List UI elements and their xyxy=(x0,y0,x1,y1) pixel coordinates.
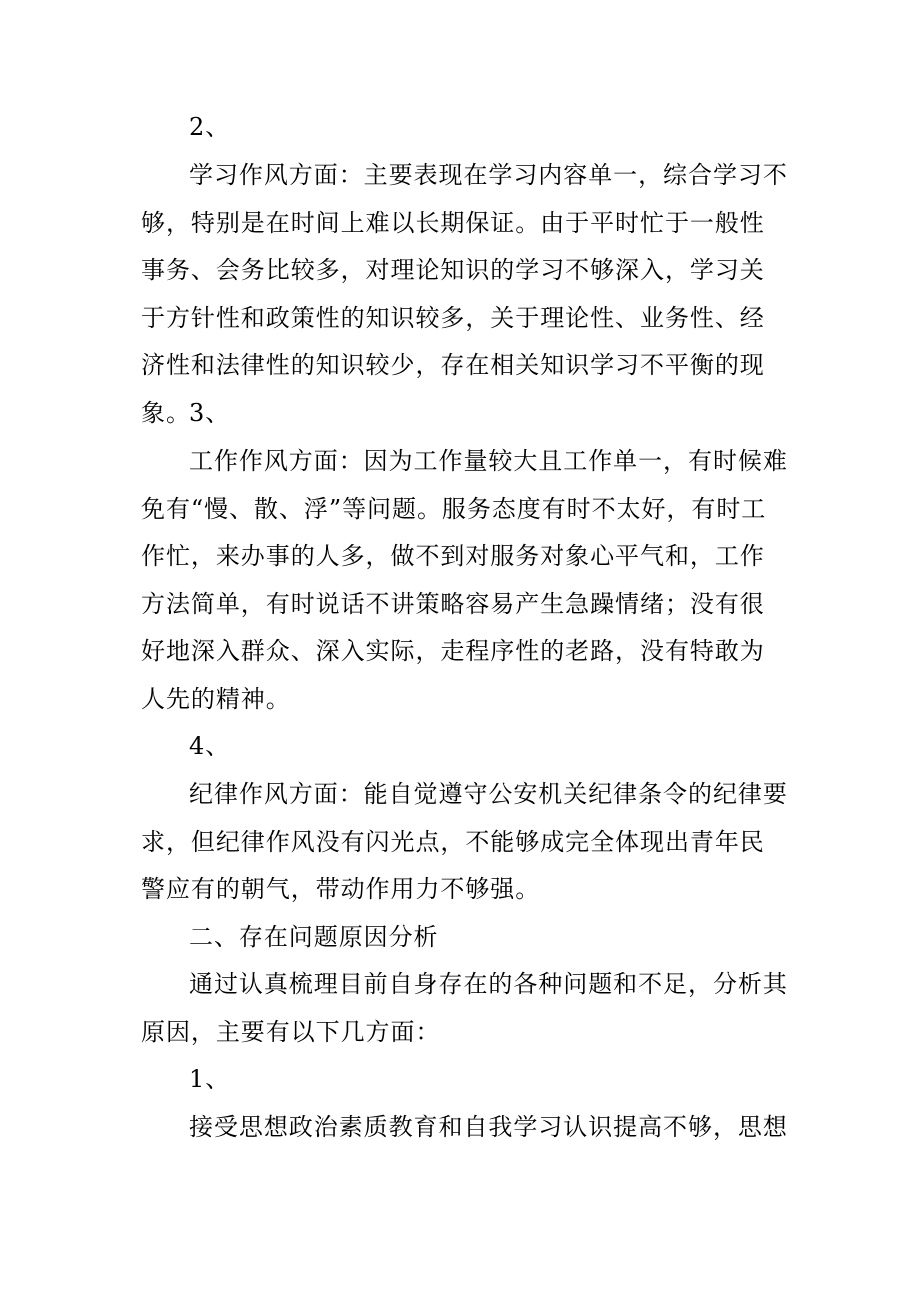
cause-intro-paragraph: 通过认真梳理目前自身存在的各种问题和不足，分析其原因，主要有以下几方面： xyxy=(141,970,788,1046)
section-number-3: 3、 xyxy=(189,399,231,427)
discipline-style-paragraph: 纪律作风方面：能自觉遵守公安机关纪律条令的纪律要求，但纪律作风没有闪光点，不能够成完全体现出青年民警应有的朝气，带动作用力不够强。 xyxy=(141,780,788,903)
ideology-education-paragraph: 接受思想政治素质教育和自我学习认识提高不够，思想 xyxy=(189,1113,788,1141)
section-number-1: 1、 xyxy=(189,1065,231,1093)
section-number-2: 2、 xyxy=(189,113,231,141)
section-heading-cause-analysis: 二、存在问题原因分析 xyxy=(189,923,439,951)
section-number-4: 4、 xyxy=(189,732,231,760)
work-style-paragraph: 工作作风方面：因为工作量较大且工作单一，有时候难免有“慢、散、浮”等问题。服务态度有时不太好，有时工作忙，来办事的人多，做不到对服务对象心平气和，工作方法简单，有时说话不讲策略容易产生急躁情绪；没有很好地深入群众、深入实际，走程序性的老路，没有特敢为人先的精神。 xyxy=(141,447,788,713)
study-style-paragraph: 学习作风方面：主要表现在学习内容单一，综合学习不够，特别是在时间上难以长期保证。由于平时忙于一般性事务、会务比较多，对理论知识的学习不够深入，学习关于方针性和政策性的知识较多，关于理论性、业务性、经济性和法律性的知识较少，存在相关知识学习不平衡的现象。 xyxy=(141,161,788,427)
